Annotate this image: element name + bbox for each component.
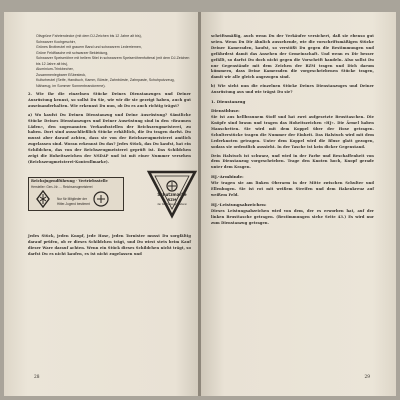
page-number: 28 xyxy=(34,375,40,380)
rzm-label xyxy=(28,177,124,211)
subheading: HJ.-Armbinde: xyxy=(211,174,244,180)
subheading: HJ.-Leistungsabzeichen: xyxy=(211,201,267,207)
rzm-triangle-emblem-icon xyxy=(146,169,198,219)
list-item: Grüne Feldflasche mit schwarzer Bekleidung, xyxy=(36,50,109,55)
list-item: Schwarzer Speiseröhre mit hellem Stiel in schwarzem Speiseröhrenfutteral (mit dem DJ-Zeichen bis 12 Jahre alt bis), xyxy=(36,56,190,66)
list-item: Schwarzer Kochgeschirr, xyxy=(36,39,76,44)
list-item: Kulturbeutel (Seife, Handtuch, Kamm, Bürste, Zahnbürste, Zahnpaste, Schuhputzzeug, Nähzeug, im Sommer Sonnenbrandcreme). xyxy=(36,78,175,88)
emblem-text: der Reichszeugmeisterei xyxy=(157,202,187,206)
label-title: Reichsjugendführung · Vertriebsstelle xyxy=(31,178,108,183)
emblem-text: RZM xyxy=(167,197,177,202)
paragraph: 2. Wie ihr die einzelnen Stücke Deines Dienstanzuges und Deiner Ausrüstung kennst, so sollst Du Sie, wie wir dir sie gezeigt haben, auch gut auseinanderhalten. Wie erkennst Du nun, ob Du es auch richtig trägst? xyxy=(28,92,191,108)
list-item: Zusammenlegbarer Eßbesteck, xyxy=(36,72,87,77)
paragraph: schriftsmäßig, auch wenn Du der Verkäufer versichert, daß sie ebenso gut seien. Wenn Du Dir ähnlich aussehende, wie die vorschriftsmäßigen Stücke Deiner Kameraden, kaufst, so verstößt Du gegen die Bestimmungen und gefährdest damit das Ansehen der Gemeinschaft. Und wenn es Dir besser gefällt, so darfst Du doch nicht gegen die Vorschrift handeln. Also sollst Du nur Gegenstände mit dem Zeichen der RZM tragen und Dich darum kümmern, dass Deine Kameraden die vorgeschriebenen Stücke tragen, damit wir alle gleich angezogen sind. xyxy=(211,34,374,80)
paragraph: b) Wie sieht nun die einzelnen Stücke Deines Dienstanzuges und Deiner Ausrüstung aus und wie trägst Du sie? xyxy=(211,84,374,95)
section-heading: 1. Dienstanzug xyxy=(211,99,246,105)
open-booklet xyxy=(4,12,396,396)
label-text: Hersteller: Gen.-Nr. ... Reichszeugmeisterei xyxy=(31,184,93,189)
left-page xyxy=(4,12,199,396)
page-number: 29 xyxy=(364,375,370,380)
rune-emblem-icon xyxy=(33,189,53,209)
equipment-list xyxy=(36,34,191,89)
label-text: Hitler-Jugend bestimmt xyxy=(57,201,90,206)
paragraph: a) Wo kaufst Du Deinen Dienstanzug und Deine Ausrüstung? Sämtliche Stücke Deines Dienstanzuges und Deiner Ausrüstung sind in den »Braunen Läden«, den sogenannten Verkaufsstellen der Reichszeugmeisterei, zu haben. Dort sind ausschließlich Stücke erhältlich, die Du tragen darfst. Du musst aber darauf achten, dass sie von der Reichszeugmeisterei amtlich zugelassen sind. Woran erkennst Du das? Jedes Stück, das Du kaufst, hat ein Schildchen, das von der Reichszeugmeisterei geprüft ist. Das Schildchen zeigt die Hoheitszeichen der NSDAP und ist mit einer Nummer versehen (Reichszeugmeisterei-Kontrollmarke). xyxy=(28,112,191,164)
list-item: Grünes Brotbeutel mit grauem Band und schwarzem Lederriemen, xyxy=(36,45,142,49)
paragraph: Wir tragen sie am linken Oberarm in der Mitte zwischen Schulter und Ellenbogen. Sie ist rot mit weißem Streifen und dem Hakenkreuz auf weißem Feld. xyxy=(211,181,374,198)
label-figures xyxy=(28,169,191,231)
emblem-text: Schutzmarke xyxy=(157,191,187,197)
paragraph: Dieses Leistungsabzeichen wird von dem, der es erworben hat, auf der linken Brusttasche getragen. (Bestimmungen siehe Seite 43.) Es wird nur zum Dienstanzug getragen. xyxy=(211,208,374,225)
paragraph: Sie ist aus hellbraunem Stoff und hat zwei aufgesetzte Brusttaschen. Die Knöpfe sind braun und tragen das Hoheitszeichen »HJ«. Die Ärmel haben Manschetten. Sie wird mit dem Koppel über der Hose getragen. Schulterstücke tragen die Nummer der Einheit. Das Halstuch wird mit dem Lederknoten getragen. Unter dem Koppel wird die Bluse glatt gezogen, sodass sie ordentlich aussieht. In der Tasche ist kein dicker Gegenstand. xyxy=(211,115,374,149)
label-text: Nur für Mitglieder der xyxy=(57,196,87,201)
list-item: Aluminium-Trinkbecher, xyxy=(36,67,74,71)
list-item: Olivgrüne Fahrtendecke (mit dem DJ-Zeichen bis 12 Jahre alt bis), xyxy=(36,34,142,38)
right-page xyxy=(201,12,396,396)
subheading: Dienstbluse: xyxy=(211,108,240,114)
paragraph: Dein Halstuch ist schwarz, und wird in der Farbe und Beschaffenheit von dem Dienstanzug vorgeschrieben. Trage den Knoten hoch, Knopf gerade unter dem Kragen. xyxy=(211,153,374,170)
paragraph: Jedes Stück, jeden Knopf, jede Hose, jeden Tornister musst Du sorgfältig darauf prüfen, ob er dieses Schildchen trägt, und Du wirst stets beim Kauf dieser Ware darauf achten. Wenn ein Stück dieses Schildchen nicht trägt, so darfst Du es nicht kaufen, es ist nicht zugelassen und xyxy=(28,233,191,256)
